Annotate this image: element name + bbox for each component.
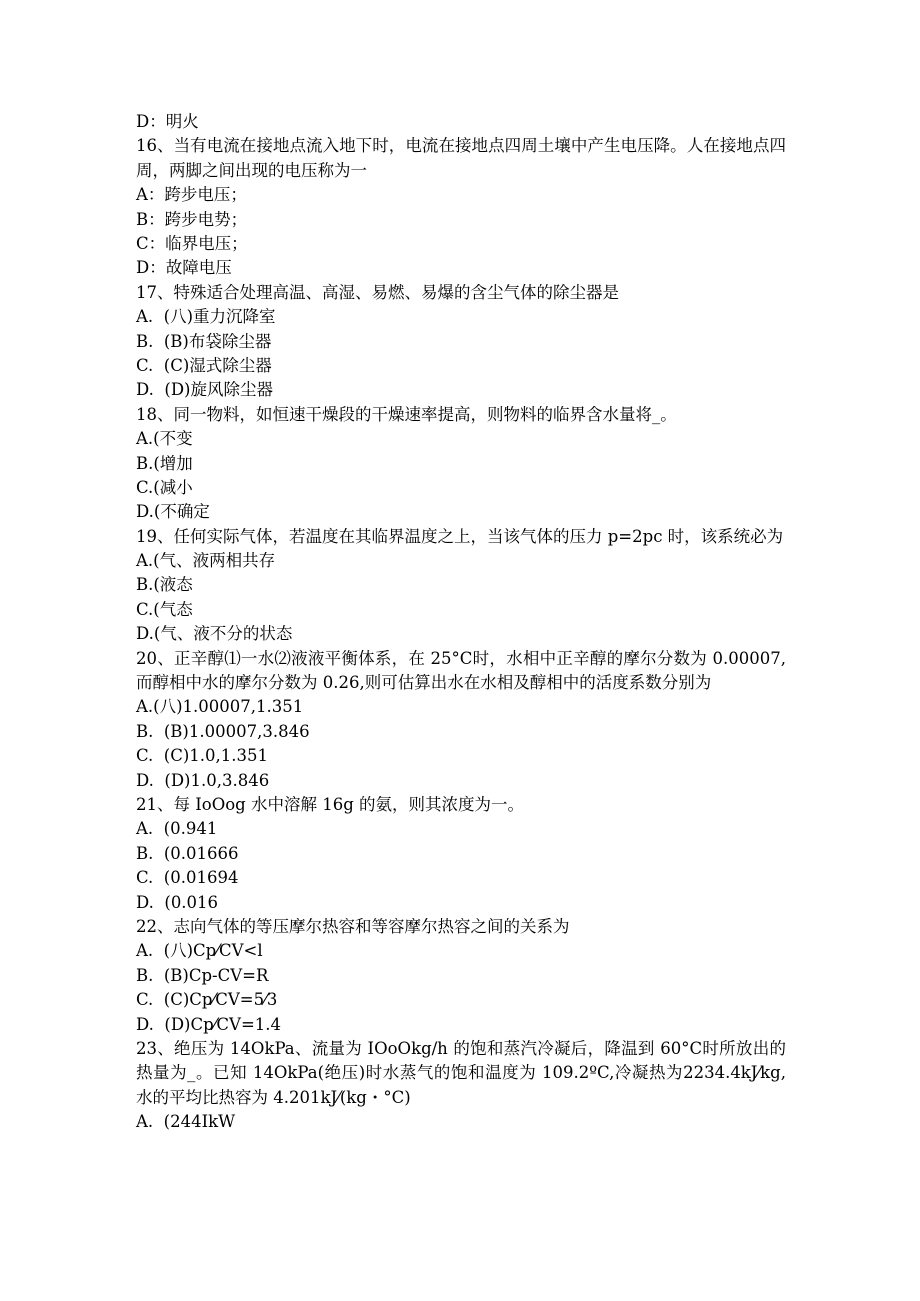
q16-stem: 16、当有电流在接地点流入地下时，电流在接地点四周土壤中产生电压降。人在接地点四周，两脚之间出现的电压称为一 <box>136 136 786 180</box>
q16-option-b: B：跨步电势； <box>136 209 248 229</box>
q19-stem: 19、任何实际气体，若温度在其临界温度之上，当该气体的压力 p=2pc 时，该系统必为 <box>136 526 784 546</box>
q17-option-b: B. (B)布袋除尘器 <box>136 331 272 351</box>
q16-option-c: C：临界电压； <box>136 233 248 253</box>
q15-option-d: D：明火 <box>136 112 199 131</box>
q20-option-c: C. (C)1.0,1.351 <box>136 746 268 766</box>
q16-option-a: A：跨步电压； <box>136 185 247 205</box>
q18-option-d: D.(不确定 <box>136 502 210 522</box>
q21-option-d: D. (0.016 <box>136 892 219 912</box>
q18-option-a: A.(不变 <box>136 429 193 449</box>
q23-option-a: A. (244IkW <box>136 1112 236 1132</box>
q18-stem: 18、同一物料，如恒速干燥段的干燥速率提高，则物料的临界含水量将_。 <box>136 404 677 424</box>
q22-option-a: A. (八)Cp⁄CV<l <box>136 941 263 961</box>
q22-stem: 22、志向气体的等压摩尔热容和等容摩尔热容之间的关系为 <box>136 916 570 936</box>
q20-option-d: D. (D)1.0,3.846 <box>136 770 270 790</box>
q20-option-a: A.(八)1.00007,1.351 <box>136 697 304 717</box>
q22-option-b: B. (B)Cp-CV=R <box>136 965 269 985</box>
q21-option-c: C. (0.01694 <box>136 868 239 888</box>
q20-option-b: B. (B)1.00007,3.846 <box>136 721 310 741</box>
q22-option-d: D. (D)Cp⁄CV=1.4 <box>136 1014 282 1034</box>
q22-option-c: C. (C)Cp⁄CV=5⁄3 <box>136 990 278 1010</box>
q20-stem: 20、正辛醇⑴一水⑵液液平衡体系，在 25°C时，水相中正辛醇的摩尔分数为 0.00007,而醇相中水的摩尔分数为 0.26,则可估算出水在水相及醇相中的活度系数分别为 <box>136 648 786 693</box>
q17-option-a: A. (八)重力沉降室 <box>136 307 276 327</box>
q17-option-c: C. (C)湿式除尘器 <box>136 355 272 375</box>
question-text-block <box>136 110 786 1135</box>
q21-option-a: A. (0.941 <box>136 819 218 839</box>
q18-option-b: B.(增加 <box>136 453 193 473</box>
q16-option-d: D：故障电压 <box>136 258 232 278</box>
q19-option-b: B.(液态 <box>136 575 193 595</box>
q21-stem: 21、每 IoOog 水中溶解 16g 的氨，则其浓度为一。 <box>136 795 525 815</box>
q19-option-a: A.(气、液两相共存 <box>136 551 276 571</box>
q19-option-c: C.(气态 <box>136 599 193 619</box>
q21-option-b: B. (0.01666 <box>136 843 239 863</box>
q19-option-d: D.(气、液不分的状态 <box>136 624 293 644</box>
q23-stem: 23、绝压为 14OkPa、流量为 IOoOkg/h 的饱和蒸汽冷凝后，降温到 60°C时所放出的热量为_。已知 14OkPa(绝压)时水蒸气的饱和温度为 109.2ºC,冷凝热为2234.4kJ⁄kg,水的平均比热容为 4.201kJ⁄(kg・°C) <box>136 1038 786 1107</box>
q17-stem: 17、特殊适合处理高温、高湿、易燃、易爆的含尘气体的除尘器是 <box>136 282 619 302</box>
q18-option-c: C.(减小 <box>136 477 193 497</box>
q17-option-d: D. (D)旋风除尘器 <box>136 380 273 400</box>
